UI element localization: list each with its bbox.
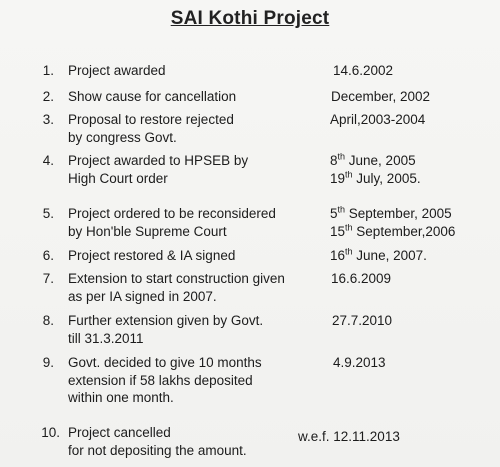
item-number: 6.: [42, 248, 54, 263]
item-number: 8.: [42, 313, 54, 328]
item-date: [330, 205, 455, 240]
date-line: 16.6.2009: [331, 271, 392, 286]
item-date: [333, 354, 386, 372]
date-line: 8th June, 2005: [330, 151, 416, 168]
item-description: Proposal to restore rejected by congress Govt.: [68, 112, 234, 145]
item-number: 3.: [42, 112, 54, 127]
item-description: Further extension given by Govt. till 31.3.2011: [68, 313, 264, 346]
date-line: 16th June, 2007.: [330, 246, 427, 263]
item-description: Project cancelled for not depositing the amount.: [68, 425, 247, 458]
item-date: [298, 428, 400, 446]
item-date: [330, 111, 425, 129]
item-date: [331, 88, 430, 106]
date-line: December, 2002: [331, 89, 431, 104]
item-date: [330, 152, 421, 187]
item-description: Project ordered to be reconsidered by Hon'ble Supreme Court: [68, 206, 276, 239]
item-description: Project awarded: [68, 63, 166, 78]
item-description: Project awarded to HPSEB by High Court order: [68, 153, 249, 186]
item-description: Govt. decided to give 10 months extension if 58 lakhs deposited within one month.: [68, 355, 262, 405]
item-description: Extension to start construction given as per IA signed in 2007.: [68, 271, 285, 304]
date-line: 15th September,2006: [330, 222, 456, 239]
date-line: April,2003-2004: [330, 112, 426, 127]
date-line: 5th September, 2005: [330, 204, 452, 221]
item-date: [331, 270, 391, 288]
item-number: 7.: [42, 271, 54, 286]
item-number: 4.: [42, 153, 54, 168]
item-description: Project restored & IA signed: [68, 248, 236, 263]
item-date: [330, 247, 427, 265]
date-line: 19th July, 2005.: [330, 169, 421, 186]
item-description: Show cause for cancellation: [68, 89, 237, 104]
date-line: 27.7.2010: [332, 313, 393, 328]
item-number: 10.: [41, 425, 60, 440]
date-line: 14.6.2002: [333, 63, 394, 78]
item-number: 9.: [42, 355, 54, 370]
date-line: w.e.f. 12.11.2013: [298, 429, 400, 444]
item-date: [332, 312, 392, 330]
item-number: 2.: [42, 89, 54, 104]
page-title: SAI Kothi Project: [170, 8, 330, 29]
item-number: 5.: [42, 206, 54, 221]
item-number: 1.: [42, 63, 54, 78]
item-date: [333, 62, 393, 80]
date-line: 4.9.2013: [333, 355, 386, 370]
